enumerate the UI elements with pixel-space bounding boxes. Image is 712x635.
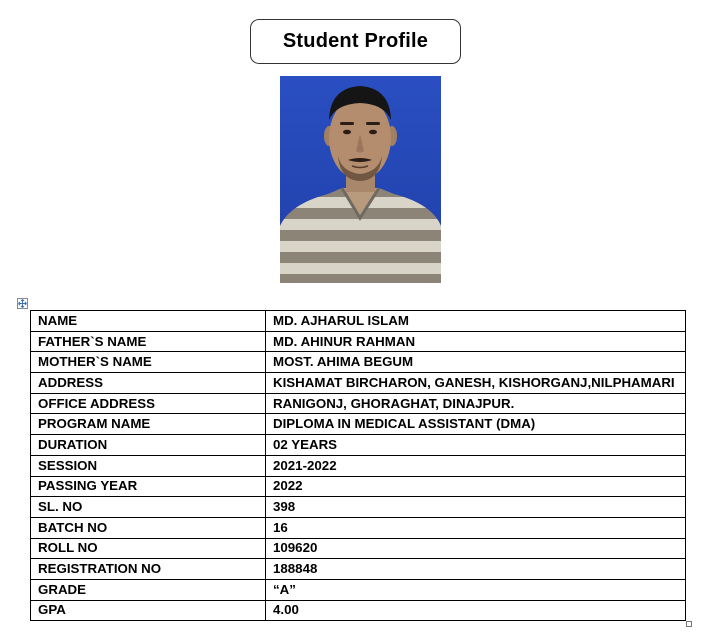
table-move-handle-icon[interactable] <box>17 298 28 309</box>
row-label-fathers-name: FATHER`S NAME <box>31 331 266 352</box>
row-label-registration-no: REGISTRATION NO <box>31 559 266 580</box>
row-value-mothers-name: MOST. AHIMA BEGUM <box>266 352 686 373</box>
row-value-passing-year: 2022 <box>266 476 686 497</box>
table-row <box>31 476 686 497</box>
table-row <box>31 311 686 332</box>
row-value-registration-no: 188848 <box>266 559 686 580</box>
row-value-duration: 02 YEARS <box>266 435 686 456</box>
row-label-roll-no: ROLL NO <box>31 538 266 559</box>
row-value-grade: “A” <box>266 579 686 600</box>
row-label-name: NAME <box>31 311 266 332</box>
row-label-mothers-name: MOTHER`S NAME <box>31 352 266 373</box>
row-value-sl-no: 398 <box>266 497 686 518</box>
row-label-duration: DURATION <box>31 435 266 456</box>
row-label-address: ADDRESS <box>31 373 266 394</box>
row-label-grade: GRADE <box>31 579 266 600</box>
student-photo <box>280 76 441 283</box>
page-title: Student Profile <box>282 30 429 52</box>
table-row <box>31 331 686 352</box>
row-value-session: 2021-2022 <box>266 455 686 476</box>
table-row <box>31 600 686 621</box>
row-value-gpa: 4.00 <box>266 600 686 621</box>
row-value-program-name: DIPLOMA IN MEDICAL ASSISTANT (DMA) <box>266 414 686 435</box>
table-row <box>31 373 686 394</box>
table-row <box>31 393 686 414</box>
row-label-sl-no: SL. NO <box>31 497 266 518</box>
table-row <box>31 497 686 518</box>
row-value-office-address: RANIGONJ, GHORAGHAT, DINAJPUR. <box>266 393 686 414</box>
row-value-batch-no: 16 <box>266 517 686 538</box>
row-value-name: MD. AJHARUL ISLAM <box>266 311 686 332</box>
row-value-roll-no: 109620 <box>266 538 686 559</box>
table-row <box>31 455 686 476</box>
title-box <box>250 19 461 64</box>
profile-table <box>30 310 686 621</box>
table-row <box>31 352 686 373</box>
row-label-program-name: PROGRAM NAME <box>31 414 266 435</box>
row-label-batch-no: BATCH NO <box>31 517 266 538</box>
row-label-office-address: OFFICE ADDRESS <box>31 393 266 414</box>
table-row <box>31 517 686 538</box>
table-resize-handle[interactable] <box>686 621 692 627</box>
table-row <box>31 538 686 559</box>
row-value-fathers-name: MD. AHINUR RAHMAN <box>266 331 686 352</box>
row-label-gpa: GPA <box>31 600 266 621</box>
table-row <box>31 435 686 456</box>
table-row <box>31 579 686 600</box>
row-label-passing-year: PASSING YEAR <box>31 476 266 497</box>
table-row <box>31 414 686 435</box>
row-label-session: SESSION <box>31 455 266 476</box>
row-value-address: KISHAMAT BIRCHARON, GANESH, KISHORGANJ,NILPHAMARI <box>266 373 686 394</box>
table-row <box>31 559 686 580</box>
